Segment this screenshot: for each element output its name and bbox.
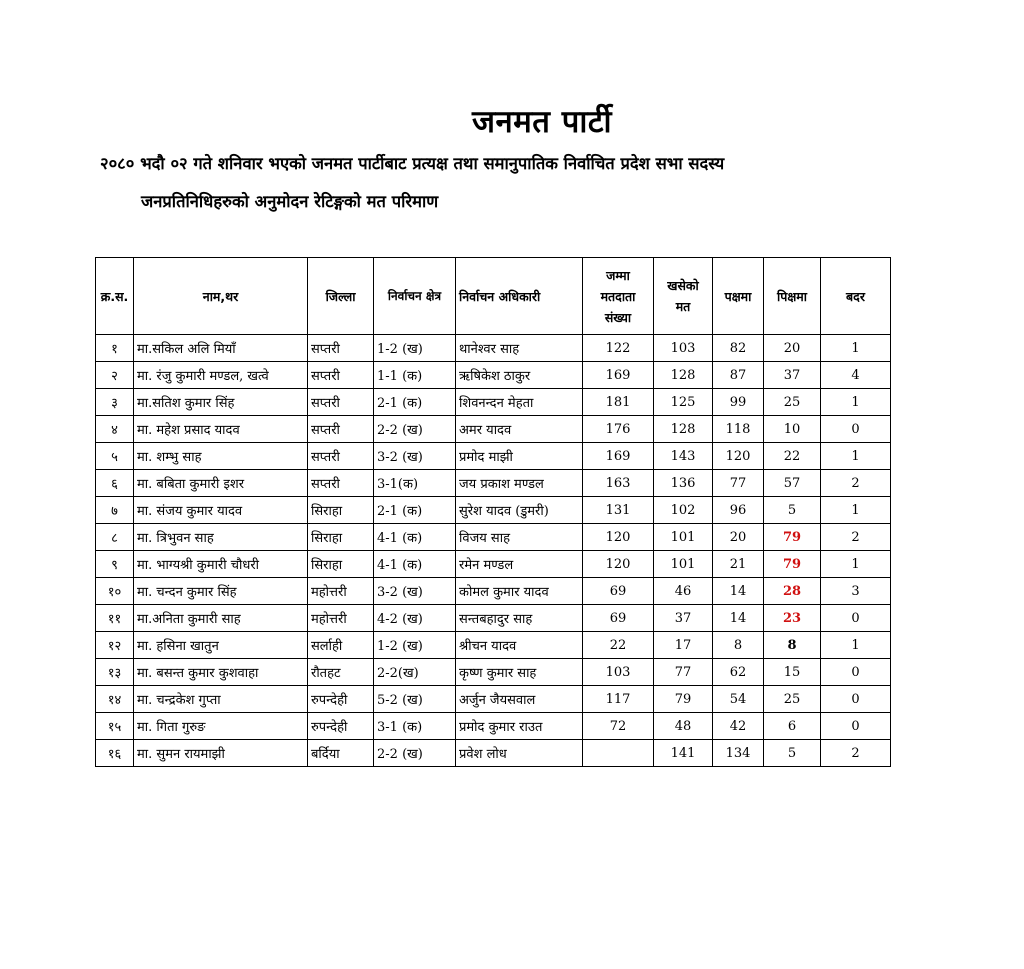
cell-name: मा.अनिता कुमारी साह [134, 605, 308, 632]
cell-officer: थानेश्वर साह [456, 335, 583, 362]
cell-votes-cast: 141 [654, 740, 713, 767]
header-total-voters-l3: संख्या [604, 309, 632, 325]
cell-name: मा. रंजु कुमारी मण्डल, खत्वे [134, 362, 308, 389]
cell-total-voters: 120 [583, 551, 654, 578]
header-against: पिक्षमा [764, 258, 821, 335]
cell-district: सिराहा [308, 551, 374, 578]
cell-for: 14 [713, 605, 764, 632]
cell-against: 79 [764, 551, 821, 578]
cell-invalid: 2 [821, 470, 891, 497]
document-subtitle-line2: जनप्रतिनिधिहरुको अनुमोदन रेटिङ्गको मत परिमाण [141, 192, 439, 211]
cell-votes-cast: 79 [654, 686, 713, 713]
cell-votes-cast: 128 [654, 416, 713, 443]
cell-total-voters: 117 [583, 686, 654, 713]
cell-officer: सन्तबहादुर साह [456, 605, 583, 632]
cell-against: 5 [764, 740, 821, 767]
cell-name: मा. संजय कुमार यादव [134, 497, 308, 524]
cell-sn: ८ [96, 524, 134, 551]
cell-sn: १४ [96, 686, 134, 713]
cell-votes-cast: 46 [654, 578, 713, 605]
rating-table [95, 257, 891, 767]
cell-name: मा.सतिश कुमार सिंह [134, 389, 308, 416]
header-for: पक्षमा [713, 258, 764, 335]
cell-invalid: 1 [821, 551, 891, 578]
cell-constituency: 3-2 (ख) [374, 578, 456, 605]
cell-invalid: 0 [821, 659, 891, 686]
cell-invalid: 0 [821, 686, 891, 713]
document-subtitle-line1: २०८० भदौ ०२ गते शनिवार भएको जनमत पार्टीबाट प्रत्यक्ष तथा समानुपातिक निर्वाचित प्रदेश सभा सदस्य [100, 154, 725, 173]
header-votes-cast-l2: मत [675, 299, 691, 314]
cell-sn: २ [96, 362, 134, 389]
header-officer: निर्वाचन अधिकारी [456, 258, 583, 335]
cell-total-voters: 122 [583, 335, 654, 362]
cell-constituency: 1-1 (क) [374, 362, 456, 389]
table-row [96, 362, 891, 389]
cell-votes-cast: 128 [654, 362, 713, 389]
table-row [96, 605, 891, 632]
cell-constituency: 1-2 (ख) [374, 632, 456, 659]
cell-for: 20 [713, 524, 764, 551]
cell-name: मा.सकिल अलि मियाँ [134, 335, 308, 362]
cell-invalid: 1 [821, 497, 891, 524]
cell-sn: १६ [96, 740, 134, 767]
cell-for: 120 [713, 443, 764, 470]
cell-sn: ३ [96, 389, 134, 416]
cell-for: 134 [713, 740, 764, 767]
cell-for: 8 [713, 632, 764, 659]
cell-district: सप्तरी [308, 443, 374, 470]
cell-constituency: 2-1 (क) [374, 389, 456, 416]
cell-for: 42 [713, 713, 764, 740]
cell-sn: ११ [96, 605, 134, 632]
header-votes-cast [654, 258, 713, 335]
header-district: जिल्ला [308, 258, 374, 335]
cell-against: 5 [764, 497, 821, 524]
cell-total-voters: 181 [583, 389, 654, 416]
cell-constituency: 2-2 (ख) [374, 740, 456, 767]
cell-officer: जय प्रकाश मण्डल [456, 470, 583, 497]
cell-for: 21 [713, 551, 764, 578]
cell-officer: अमर यादव [456, 416, 583, 443]
cell-invalid: 2 [821, 740, 891, 767]
cell-total-voters: 22 [583, 632, 654, 659]
cell-against: 25 [764, 686, 821, 713]
cell-invalid: 2 [821, 524, 891, 551]
cell-invalid: 4 [821, 362, 891, 389]
cell-invalid: 1 [821, 443, 891, 470]
cell-district: सर्लाही [308, 632, 374, 659]
cell-name: मा. बसन्त कुमार कुशवाहा [134, 659, 308, 686]
cell-constituency: 5-2 (ख) [374, 686, 456, 713]
cell-district: सिराहा [308, 524, 374, 551]
cell-votes-cast: 101 [654, 551, 713, 578]
table-row [96, 578, 891, 605]
cell-sn: १३ [96, 659, 134, 686]
cell-against: 22 [764, 443, 821, 470]
cell-district: रौतहट [308, 659, 374, 686]
cell-for: 82 [713, 335, 764, 362]
cell-against: 20 [764, 335, 821, 362]
cell-against: 79 [764, 524, 821, 551]
cell-against: 23 [764, 605, 821, 632]
cell-constituency: 2-1 (क) [374, 497, 456, 524]
cell-votes-cast: 101 [654, 524, 713, 551]
cell-name: मा. हसिना खातुन [134, 632, 308, 659]
cell-against: 10 [764, 416, 821, 443]
cell-votes-cast: 136 [654, 470, 713, 497]
cell-district: महोत्तरी [308, 578, 374, 605]
table-row [96, 551, 891, 578]
header-total-voters-l2: मतदाता [600, 288, 636, 304]
cell-constituency: 4-1 (क) [374, 524, 456, 551]
header-total-voters [583, 258, 654, 335]
cell-invalid: 0 [821, 605, 891, 632]
cell-name: मा. भाग्यश्री कुमारी चौधरी [134, 551, 308, 578]
cell-total-voters: 131 [583, 497, 654, 524]
cell-total-voters [583, 740, 654, 767]
cell-votes-cast: 102 [654, 497, 713, 524]
cell-sn: ४ [96, 416, 134, 443]
cell-officer: विजय साह [456, 524, 583, 551]
table-row [96, 686, 891, 713]
cell-officer: प्रवेश लोध [456, 740, 583, 767]
table-row [96, 497, 891, 524]
cell-votes-cast: 37 [654, 605, 713, 632]
cell-votes-cast: 77 [654, 659, 713, 686]
cell-constituency: 2-2(ख) [374, 659, 456, 686]
cell-sn: ५ [96, 443, 134, 470]
cell-invalid: 0 [821, 416, 891, 443]
cell-for: 77 [713, 470, 764, 497]
cell-district: बर्दिया [308, 740, 374, 767]
cell-invalid: 3 [821, 578, 891, 605]
cell-constituency: 4-1 (क) [374, 551, 456, 578]
cell-against: 28 [764, 578, 821, 605]
header-constituency: निर्वाचन क्षेत्र [374, 258, 456, 335]
cell-votes-cast: 48 [654, 713, 713, 740]
cell-officer: प्रमोद माझी [456, 443, 583, 470]
cell-district: सप्तरी [308, 389, 374, 416]
document-title: जनमत पार्टी [472, 104, 612, 140]
cell-name: मा. सुमन रायमाझी [134, 740, 308, 767]
cell-officer: अर्जुन जैयसवाल [456, 686, 583, 713]
cell-invalid: 1 [821, 632, 891, 659]
cell-sn: १५ [96, 713, 134, 740]
cell-against: 15 [764, 659, 821, 686]
cell-constituency: 3-2 (ख) [374, 443, 456, 470]
cell-officer: सुरेश यादव (डुमरी) [456, 497, 583, 524]
cell-officer: रमेन मण्डल [456, 551, 583, 578]
cell-for: 118 [713, 416, 764, 443]
cell-votes-cast: 125 [654, 389, 713, 416]
cell-sn: ९ [96, 551, 134, 578]
cell-total-voters: 169 [583, 443, 654, 470]
cell-name: मा. बबिता कुमारी इशर [134, 470, 308, 497]
cell-for: 14 [713, 578, 764, 605]
cell-invalid: 1 [821, 389, 891, 416]
cell-total-voters: 176 [583, 416, 654, 443]
cell-for: 99 [713, 389, 764, 416]
cell-for: 96 [713, 497, 764, 524]
cell-district: महोत्तरी [308, 605, 374, 632]
cell-invalid: 0 [821, 713, 891, 740]
cell-total-voters: 163 [583, 470, 654, 497]
cell-for: 87 [713, 362, 764, 389]
cell-sn: ६ [96, 470, 134, 497]
cell-total-voters: 169 [583, 362, 654, 389]
cell-officer: श्रीचन यादव [456, 632, 583, 659]
cell-against: 37 [764, 362, 821, 389]
header-total-voters-l1: जम्मा [606, 267, 630, 283]
table-row [96, 416, 891, 443]
cell-officer: कोमल कुमार यादव [456, 578, 583, 605]
cell-officer: शिवनन्दन मेहता [456, 389, 583, 416]
table-row [96, 470, 891, 497]
cell-constituency: 4-2 (ख) [374, 605, 456, 632]
cell-district: सप्तरी [308, 362, 374, 389]
cell-for: 62 [713, 659, 764, 686]
header-votes-cast-l1: खसेको [667, 278, 699, 293]
cell-votes-cast: 143 [654, 443, 713, 470]
cell-against: 57 [764, 470, 821, 497]
cell-total-voters: 69 [583, 605, 654, 632]
header-sn: क्र.स. [96, 258, 134, 335]
cell-invalid: 1 [821, 335, 891, 362]
header-name: नाम,थर [134, 258, 308, 335]
cell-officer: कृष्ण कुमार साह [456, 659, 583, 686]
cell-total-voters: 120 [583, 524, 654, 551]
cell-sn: ७ [96, 497, 134, 524]
cell-district: रुपन्देही [308, 713, 374, 740]
cell-sn: १० [96, 578, 134, 605]
table-row [96, 713, 891, 740]
table-row [96, 335, 891, 362]
cell-name: मा. शम्भु साह [134, 443, 308, 470]
cell-officer: ऋषिकेश ठाकुर [456, 362, 583, 389]
cell-district: सप्तरी [308, 335, 374, 362]
cell-officer: प्रमोद कुमार राउत [456, 713, 583, 740]
cell-name: मा. त्रिभुवन साह [134, 524, 308, 551]
table-header-row [96, 258, 891, 335]
cell-district: सप्तरी [308, 470, 374, 497]
cell-votes-cast: 17 [654, 632, 713, 659]
cell-constituency: 2-2 (ख) [374, 416, 456, 443]
table-row [96, 740, 891, 767]
cell-for: 54 [713, 686, 764, 713]
cell-constituency: 1-2 (ख) [374, 335, 456, 362]
cell-against: 25 [764, 389, 821, 416]
cell-name: मा. चन्दन कुमार सिंह [134, 578, 308, 605]
cell-sn: १२ [96, 632, 134, 659]
cell-against: 6 [764, 713, 821, 740]
cell-total-voters: 103 [583, 659, 654, 686]
cell-name: मा. महेश प्रसाद यादव [134, 416, 308, 443]
cell-name: मा. चन्द्रकेश गुप्ता [134, 686, 308, 713]
table-row [96, 659, 891, 686]
cell-against: 8 [764, 632, 821, 659]
cell-total-voters: 72 [583, 713, 654, 740]
cell-constituency: 3-1(क) [374, 470, 456, 497]
cell-district: रुपन्देही [308, 686, 374, 713]
table-row [96, 524, 891, 551]
header-invalid: बदर [821, 258, 891, 335]
table-row [96, 389, 891, 416]
cell-name: मा. गिता गुरुङ [134, 713, 308, 740]
cell-total-voters: 69 [583, 578, 654, 605]
table-row [96, 632, 891, 659]
cell-votes-cast: 103 [654, 335, 713, 362]
cell-sn: १ [96, 335, 134, 362]
table-row [96, 443, 891, 470]
cell-district: सिराहा [308, 497, 374, 524]
cell-district: सप्तरी [308, 416, 374, 443]
cell-constituency: 3-1 (क) [374, 713, 456, 740]
